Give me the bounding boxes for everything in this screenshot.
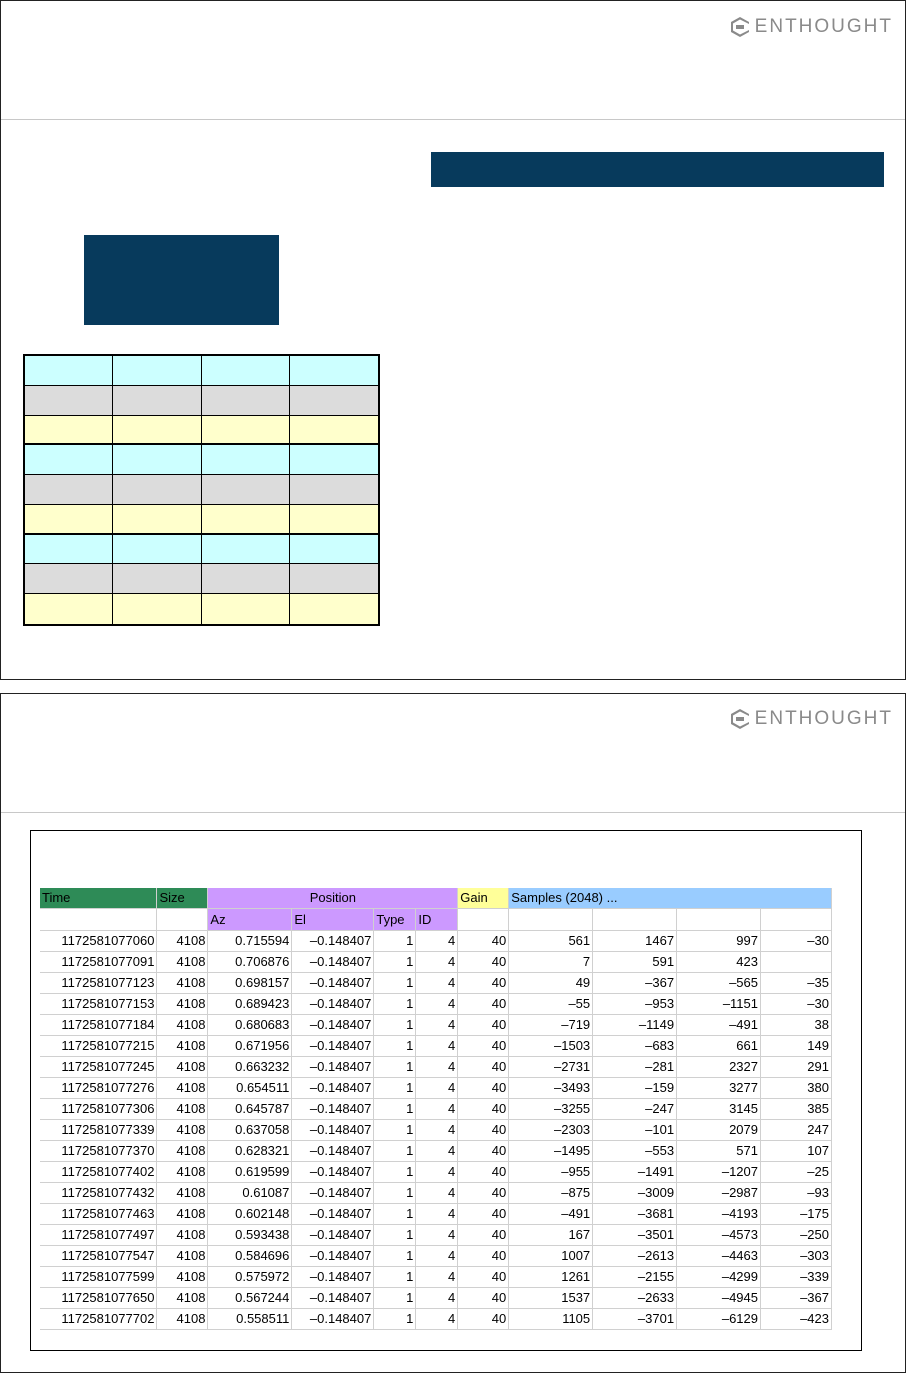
table-cell: –367: [593, 972, 677, 993]
grid-cell: [113, 416, 201, 446]
table-cell: 40: [458, 1245, 509, 1266]
table-cell: 0.584696: [208, 1245, 292, 1266]
table-cell: 1172581077123: [40, 972, 157, 993]
table-cell: 1: [374, 1224, 416, 1245]
table-row: [40, 1119, 832, 1140]
grid-cell: [290, 416, 378, 446]
navy-box: [84, 235, 279, 325]
table-cell: 4: [416, 1161, 458, 1182]
grid-cell: [290, 386, 378, 416]
table-cell: –0.148407: [292, 1308, 374, 1329]
table-cell: 40: [458, 1182, 509, 1203]
table-row: [40, 1266, 832, 1287]
table-cell: –35: [761, 972, 832, 993]
table-cell: –4573: [677, 1224, 761, 1245]
slide-1: [0, 0, 906, 680]
spreadsheet: [40, 888, 832, 1337]
table-cell: 4: [416, 1203, 458, 1224]
grid-cell: [290, 594, 378, 624]
table-cell: 661: [677, 1035, 761, 1056]
table-row: [40, 1035, 832, 1056]
table-cell: –955: [509, 1161, 593, 1182]
table-cell: –0.148407: [292, 1140, 374, 1161]
table-row: [40, 1182, 832, 1203]
table-cell: 0.689423: [208, 993, 292, 1014]
grid-cell: [290, 564, 378, 594]
table-cell: –491: [677, 1014, 761, 1035]
grid-cell: [113, 594, 201, 624]
logo-text: ENTHOUGHT: [754, 708, 893, 729]
table-cell: 385: [761, 1098, 832, 1119]
table-cell: 4108: [157, 930, 208, 951]
table-cell: –1491: [593, 1161, 677, 1182]
table-cell: –719: [509, 1014, 593, 1035]
table-cell: 4108: [157, 1224, 208, 1245]
data-table: [40, 888, 832, 1330]
table-cell: 4: [416, 930, 458, 951]
table-cell: 0.654511: [208, 1077, 292, 1098]
table-cell: 1: [374, 993, 416, 1014]
grid-cell: [113, 386, 201, 416]
table-cell: –367: [761, 1287, 832, 1308]
table-cell: 40: [458, 930, 509, 951]
table-cell: –565: [677, 972, 761, 993]
table-cell: –2303: [509, 1119, 593, 1140]
table-cell: 1: [374, 1077, 416, 1098]
table-cell: 1: [374, 1014, 416, 1035]
table-cell: –0.148407: [292, 1203, 374, 1224]
table-cell: 0.698157: [208, 972, 292, 993]
table-cell: 2327: [677, 1056, 761, 1077]
table-cell: 1: [374, 1098, 416, 1119]
table-cell: 1: [374, 1119, 416, 1140]
header-gain: Gain: [458, 888, 509, 908]
table-cell: 0.575972: [208, 1266, 292, 1287]
table-cell: 3145: [677, 1098, 761, 1119]
table-cell: 149: [761, 1035, 832, 1056]
table-cell: 2079: [677, 1119, 761, 1140]
blank-cell: [40, 908, 157, 930]
grid-cell: [290, 505, 378, 535]
table-cell: –3009: [593, 1182, 677, 1203]
table-cell: –1503: [509, 1035, 593, 1056]
grid-cell: [202, 475, 290, 505]
grid-cell: [25, 564, 113, 594]
table-cell: –247: [593, 1098, 677, 1119]
blank-cell: [593, 908, 677, 930]
table-cell: –1149: [593, 1014, 677, 1035]
table-cell: 1: [374, 1245, 416, 1266]
table-cell: 1007: [509, 1245, 593, 1266]
table-cell: 1172581077702: [40, 1308, 157, 1329]
table-cell: 1: [374, 1266, 416, 1287]
table-cell: 4: [416, 1140, 458, 1161]
table-cell: 4: [416, 951, 458, 972]
table-cell: –0.148407: [292, 1035, 374, 1056]
table-cell: 4: [416, 1077, 458, 1098]
blank-cell: [458, 908, 509, 930]
table-cell: 1: [374, 1056, 416, 1077]
table-cell: –2731: [509, 1056, 593, 1077]
enthought-logo: [728, 15, 893, 39]
table-cell: 4: [416, 1056, 458, 1077]
table-cell: 1: [374, 951, 416, 972]
grid-cell: [113, 505, 201, 535]
table-cell: 0.706876: [208, 951, 292, 972]
table-cell: 3277: [677, 1077, 761, 1098]
table-cell: 4108: [157, 993, 208, 1014]
table-cell: 4: [416, 1182, 458, 1203]
table-cell: –4463: [677, 1245, 761, 1266]
table-cell: 7: [509, 951, 593, 972]
table-cell: 1172581077599: [40, 1266, 157, 1287]
table-cell: 1261: [509, 1266, 593, 1287]
table-cell: 0.61087: [208, 1182, 292, 1203]
table-cell: 1172581077370: [40, 1140, 157, 1161]
table-cell: 4108: [157, 1056, 208, 1077]
table-cell: 4108: [157, 1161, 208, 1182]
table-cell: –4945: [677, 1287, 761, 1308]
table-row: [40, 930, 832, 951]
table-cell: –25: [761, 1161, 832, 1182]
header-samples: Samples (2048) ...: [509, 888, 832, 908]
table-cell: 1: [374, 1287, 416, 1308]
table-cell: 571: [677, 1140, 761, 1161]
table-cell: –491: [509, 1203, 593, 1224]
table-cell: 49: [509, 972, 593, 993]
blank-cell: [677, 908, 761, 930]
grid-cell: [202, 445, 290, 475]
grid-cell: [25, 356, 113, 386]
header-el: El: [292, 908, 374, 930]
table-cell: 4: [416, 1224, 458, 1245]
table-row: [40, 1140, 832, 1161]
grid-cell: [25, 416, 113, 446]
header-row-1: [40, 888, 832, 908]
table-cell: –0.148407: [292, 951, 374, 972]
table-cell: 40: [458, 1014, 509, 1035]
table-cell: 1172581077153: [40, 993, 157, 1014]
table-cell: –2613: [593, 1245, 677, 1266]
table-cell: 4108: [157, 972, 208, 993]
table-cell: –0.148407: [292, 1119, 374, 1140]
table-cell: –0.148407: [292, 972, 374, 993]
table-cell: 4108: [157, 1119, 208, 1140]
table-row: [40, 1308, 832, 1329]
table-cell: 40: [458, 1308, 509, 1329]
enthought-logo: [728, 707, 893, 731]
enthought-e-icon: [728, 15, 752, 39]
table-row: [40, 1014, 832, 1035]
table-cell: 38: [761, 1014, 832, 1035]
table-cell: –0.148407: [292, 1287, 374, 1308]
header-az: Az: [208, 908, 292, 930]
table-cell: –6129: [677, 1308, 761, 1329]
table-cell: 40: [458, 1119, 509, 1140]
table-cell: 4: [416, 1035, 458, 1056]
table-cell: 40: [458, 1056, 509, 1077]
table-cell: –339: [761, 1266, 832, 1287]
table-cell: 4: [416, 1266, 458, 1287]
table-cell: 591: [593, 951, 677, 972]
table-cell: –553: [593, 1140, 677, 1161]
table-cell: 4: [416, 1014, 458, 1035]
table-cell: 4: [416, 972, 458, 993]
table-cell: 1: [374, 1140, 416, 1161]
table-cell: 1105: [509, 1308, 593, 1329]
table-cell: 1172581077091: [40, 951, 157, 972]
table-cell: –0.148407: [292, 1077, 374, 1098]
table-cell: –3701: [593, 1308, 677, 1329]
table-cell: –175: [761, 1203, 832, 1224]
grid-cell: [202, 356, 290, 386]
table-cell: 1: [374, 1203, 416, 1224]
table-row: [40, 1287, 832, 1308]
table-cell: 40: [458, 1287, 509, 1308]
table-cell: 4108: [157, 1140, 208, 1161]
table-cell: –281: [593, 1056, 677, 1077]
table-cell: 247: [761, 1119, 832, 1140]
header-size: Size: [157, 888, 208, 908]
table-cell: 4: [416, 1098, 458, 1119]
table-cell: –3681: [593, 1203, 677, 1224]
table-cell: 291: [761, 1056, 832, 1077]
table-cell: 4108: [157, 1308, 208, 1329]
table-cell: –3255: [509, 1098, 593, 1119]
table-cell: 0.645787: [208, 1098, 292, 1119]
grid-cell: [25, 386, 113, 416]
logo-text: ENTHOUGHT: [754, 16, 893, 37]
table-cell: 0.567244: [208, 1287, 292, 1308]
table-cell: 4108: [157, 1014, 208, 1035]
navy-bar: [431, 152, 884, 187]
table-cell: 0.680683: [208, 1014, 292, 1035]
slide-2: [0, 693, 906, 1373]
table-cell: 1172581077245: [40, 1056, 157, 1077]
table-cell: 40: [458, 993, 509, 1014]
table-cell: 1172581077060: [40, 930, 157, 951]
table-cell: 40: [458, 1077, 509, 1098]
table-cell: 40: [458, 1203, 509, 1224]
header-divider: [1, 119, 905, 120]
table-cell: 1172581077184: [40, 1014, 157, 1035]
table-cell: –30: [761, 930, 832, 951]
blank-cell: [157, 908, 208, 930]
table-cell: 1172581077650: [40, 1287, 157, 1308]
grid-cell: [290, 445, 378, 475]
table-cell: 380: [761, 1077, 832, 1098]
table-cell: 0.558511: [208, 1308, 292, 1329]
table-row: [40, 1098, 832, 1119]
table-cell: 4: [416, 1119, 458, 1140]
table-cell: 40: [458, 1140, 509, 1161]
table-cell: 167: [509, 1224, 593, 1245]
table-cell: 1172581077215: [40, 1035, 157, 1056]
table-cell: –683: [593, 1035, 677, 1056]
spreadsheet-frame: [30, 830, 862, 1351]
grid-cell: [202, 535, 290, 565]
table-cell: –0.148407: [292, 1245, 374, 1266]
table-cell: 4: [416, 993, 458, 1014]
table-cell: 1467: [593, 930, 677, 951]
table-cell: 997: [677, 930, 761, 951]
table-cell: 0.637058: [208, 1119, 292, 1140]
table-cell: 40: [458, 1224, 509, 1245]
blank-cell: [761, 908, 832, 930]
table-cell: 1: [374, 972, 416, 993]
table-cell: 40: [458, 1266, 509, 1287]
table-cell: 1: [374, 930, 416, 951]
table-cell: 107: [761, 1140, 832, 1161]
table-cell: 1: [374, 1308, 416, 1329]
table-cell: [761, 951, 832, 972]
table-cell: 4108: [157, 1098, 208, 1119]
grid-cell: [25, 445, 113, 475]
table-cell: 4: [416, 1245, 458, 1266]
table-cell: –159: [593, 1077, 677, 1098]
table-cell: –93: [761, 1182, 832, 1203]
header-time: Time: [40, 888, 157, 908]
table-cell: –0.148407: [292, 1161, 374, 1182]
table-cell: 0.715594: [208, 930, 292, 951]
grid-cell: [25, 475, 113, 505]
grid-cell: [202, 386, 290, 416]
table-cell: 1172581077306: [40, 1098, 157, 1119]
grid-cell: [113, 564, 201, 594]
grid-cell: [25, 535, 113, 565]
header-row-2: [40, 908, 832, 930]
table-row: [40, 1203, 832, 1224]
table-cell: –303: [761, 1245, 832, 1266]
table-row: [40, 993, 832, 1014]
table-cell: 1172581077432: [40, 1182, 157, 1203]
table-cell: 0.593438: [208, 1224, 292, 1245]
table-cell: 4108: [157, 1287, 208, 1308]
table-cell: 40: [458, 1098, 509, 1119]
table-cell: –423: [761, 1308, 832, 1329]
grid-cell: [113, 356, 201, 386]
table-cell: 0.628321: [208, 1140, 292, 1161]
blank-cell: [509, 908, 593, 930]
grid-cell: [290, 475, 378, 505]
table-cell: 40: [458, 1161, 509, 1182]
table-cell: 4: [416, 1308, 458, 1329]
table-cell: –0.148407: [292, 930, 374, 951]
table-cell: 561: [509, 930, 593, 951]
table-cell: –0.148407: [292, 1182, 374, 1203]
grid-cell: [113, 535, 201, 565]
table-cell: –2155: [593, 1266, 677, 1287]
table-cell: –250: [761, 1224, 832, 1245]
table-cell: –0.148407: [292, 1056, 374, 1077]
table-cell: 1172581077276: [40, 1077, 157, 1098]
table-cell: 40: [458, 951, 509, 972]
table-cell: –3493: [509, 1077, 593, 1098]
grid-cell: [113, 475, 201, 505]
grid-cell: [25, 505, 113, 535]
table-cell: –55: [509, 993, 593, 1014]
table-cell: –0.148407: [292, 993, 374, 1014]
header-type: Type: [374, 908, 416, 930]
grid-cell: [290, 535, 378, 565]
table-cell: 1: [374, 1161, 416, 1182]
table-cell: –4299: [677, 1266, 761, 1287]
table-cell: 423: [677, 951, 761, 972]
table-row: [40, 1245, 832, 1266]
table-cell: 1172581077402: [40, 1161, 157, 1182]
table-cell: 4108: [157, 1182, 208, 1203]
table-cell: 4108: [157, 951, 208, 972]
table-cell: –2633: [593, 1287, 677, 1308]
table-cell: –1151: [677, 993, 761, 1014]
table-cell: 4108: [157, 1035, 208, 1056]
table-cell: 4108: [157, 1245, 208, 1266]
header-position: Position: [208, 888, 458, 908]
enthought-e-icon: [728, 707, 752, 731]
table-cell: 0.602148: [208, 1203, 292, 1224]
table-cell: 0.619599: [208, 1161, 292, 1182]
table-cell: –2987: [677, 1182, 761, 1203]
table-cell: 1172581077497: [40, 1224, 157, 1245]
table-cell: 40: [458, 1035, 509, 1056]
table-cell: 40: [458, 972, 509, 993]
table-cell: –1495: [509, 1140, 593, 1161]
table-cell: 1172581077339: [40, 1119, 157, 1140]
table-cell: –0.148407: [292, 1098, 374, 1119]
table-cell: 1537: [509, 1287, 593, 1308]
table-cell: –0.148407: [292, 1224, 374, 1245]
table-row: [40, 1077, 832, 1098]
header-id: ID: [416, 908, 458, 930]
table-cell: –3501: [593, 1224, 677, 1245]
grid-cell: [202, 594, 290, 624]
table-cell: 1: [374, 1035, 416, 1056]
memory-grid: [23, 354, 380, 626]
table-cell: 0.671956: [208, 1035, 292, 1056]
header-divider: [1, 812, 905, 813]
table-row: [40, 1161, 832, 1182]
table-cell: –0.148407: [292, 1014, 374, 1035]
grid-cell: [202, 416, 290, 446]
table-row: [40, 1056, 832, 1077]
table-cell: –30: [761, 993, 832, 1014]
grid-cell: [290, 356, 378, 386]
table-cell: 1172581077547: [40, 1245, 157, 1266]
table-cell: –4193: [677, 1203, 761, 1224]
grid-cell: [202, 564, 290, 594]
table-cell: 4108: [157, 1266, 208, 1287]
table-row: [40, 972, 832, 993]
table-cell: 1172581077463: [40, 1203, 157, 1224]
table-cell: 0.663232: [208, 1056, 292, 1077]
grid-cell: [202, 505, 290, 535]
table-row: [40, 951, 832, 972]
grid-cell: [113, 445, 201, 475]
table-cell: –1207: [677, 1161, 761, 1182]
table-cell: –101: [593, 1119, 677, 1140]
table-cell: 4108: [157, 1077, 208, 1098]
table-cell: 1: [374, 1182, 416, 1203]
table-row: [40, 1224, 832, 1245]
table-cell: –0.148407: [292, 1266, 374, 1287]
table-cell: 4: [416, 1287, 458, 1308]
table-cell: –953: [593, 993, 677, 1014]
table-cell: 4108: [157, 1203, 208, 1224]
grid-cell: [25, 594, 113, 624]
table-cell: –875: [509, 1182, 593, 1203]
